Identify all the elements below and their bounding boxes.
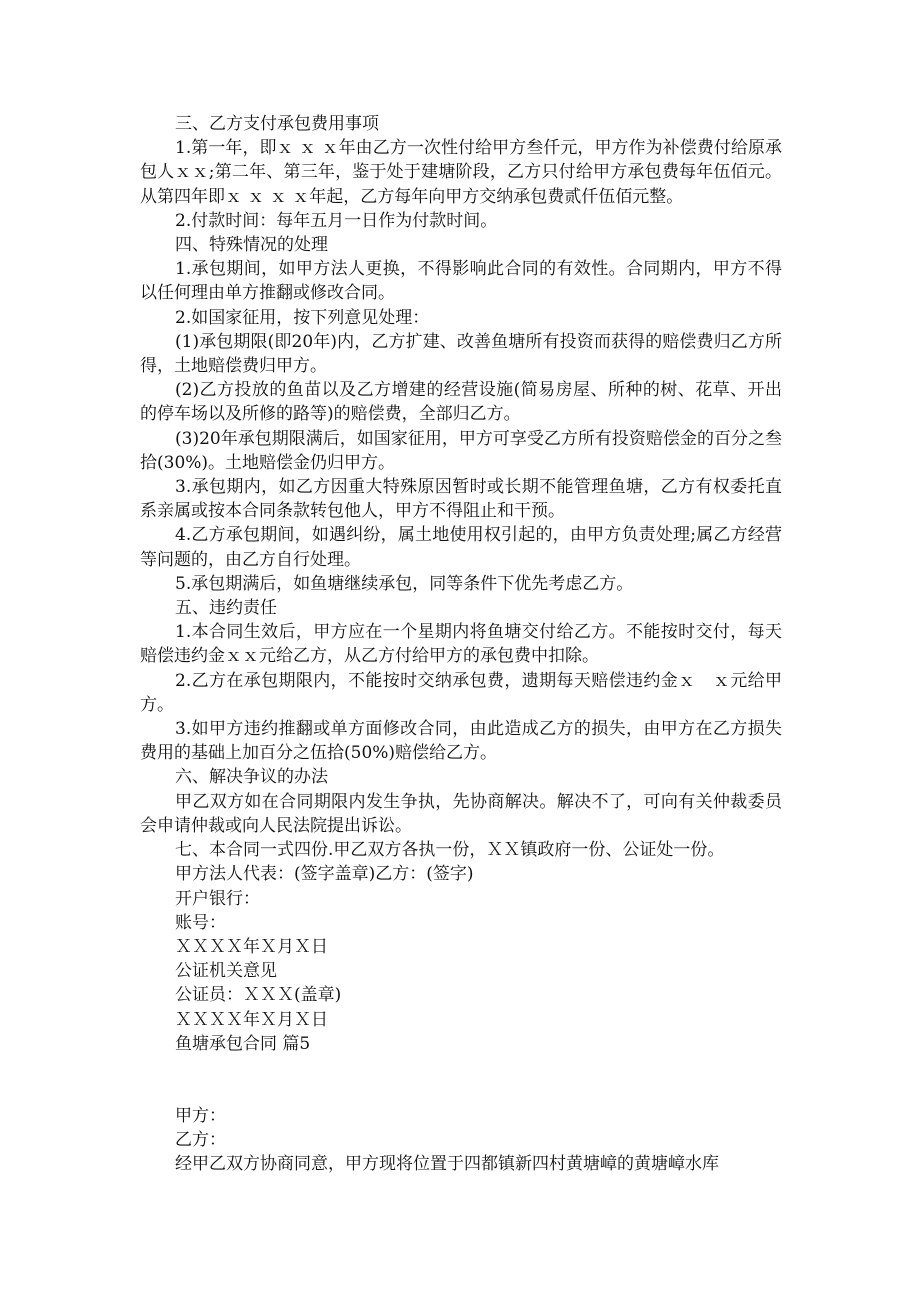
paragraph: 3.承包期内，如乙方因重大特殊原因暂时或长期不能管理鱼塘，乙方有权委托直系亲属或按本合同条款转包他人，甲方不得阻止和干预。 bbox=[140, 477, 782, 522]
paragraph: (3)20年承包期限满后，如国家征用，甲方可享受乙方所有投资赔偿金的百分之叁拾(30%)。土地赔偿金仍归甲方。 bbox=[140, 428, 782, 473]
paragraph: 2.乙方在承包期限内，不能按时交纳承包费，遗期每天赔偿违约金ｘ ｘ元给甲方。 bbox=[140, 670, 782, 715]
paragraph: 经甲乙双方协商同意，甲方现将位置于四都镇新四村黄塘嶂的黄塘嶂水库 bbox=[175, 1154, 719, 1175]
party-b-line: 乙方： bbox=[175, 1130, 226, 1151]
paragraph: 2.付款时间：每年五月一日作为付款时间。 bbox=[175, 210, 498, 231]
paragraph: 2.如国家征用，按下列意见处理： bbox=[175, 307, 430, 328]
section-heading-payment: 三、乙方支付承包费用事项 bbox=[175, 114, 379, 134]
paragraph: 七、本合同一式四份.甲乙双方各执一份，ＸＸ镇政府一份、公证处一份。 bbox=[175, 840, 725, 861]
notary-opinion-heading: 公证机关意见 bbox=[175, 961, 277, 982]
blank-gap bbox=[140, 1056, 782, 1104]
paragraph: 甲乙双方如在合同期限内发生争执，先协商解决。解决不了，可向有关仲裁委员会申请仲裁或向人民法院提出诉讼。 bbox=[140, 791, 782, 836]
paragraph: 3.如甲方违约推翻或单方面修改合同，由此造成乙方的损失，由甲方在乙方损失费用的基础上加百分之伍拾(50%)赔偿给乙方。 bbox=[140, 719, 782, 764]
section-heading-liability: 五、违约责任 bbox=[175, 598, 277, 619]
date-line: ＸＸＸＸ年Ｘ月Ｘ日 bbox=[175, 936, 328, 957]
date-line: ＸＸＸＸ年Ｘ月Ｘ日 bbox=[175, 1009, 328, 1030]
section-heading-disputes: 六、解决争议的办法 bbox=[175, 767, 328, 788]
account-line: 账号： bbox=[175, 912, 226, 933]
paragraph: 4.乙方承包期间，如遇纠纷，属土地使用权引起的，由甲方负责处理;属乙方经营等问题的，由乙方自行处理。 bbox=[140, 525, 782, 570]
signature-line: 甲方法人代表：(签字盖章)乙方：(签字) bbox=[175, 864, 474, 885]
contract-title: 鱼塘承包合同 篇5 bbox=[175, 1033, 311, 1054]
paragraph: 1.承包期间，如甲方法人更换，不得影响此合同的有效性。合同期内，甲方不得以任何理由单方推翻或修改合同。 bbox=[140, 259, 782, 304]
notary-line: 公证员：ＸＸＸ(盖章) bbox=[175, 985, 342, 1006]
paragraph: 1.本合同生效后，甲方应在一个星期内将鱼塘交付给乙方。不能按时交付，每天赔偿违约金ｘｘ元给乙方，从乙方付给甲方的承包费中扣除。 bbox=[140, 622, 782, 667]
paragraph: 1.第一年，即ｘ ｘ ｘ年由乙方一次性付给甲方叁仟元，甲方作为补偿费付给原承包人ｘｘ;第二年、第三年，鉴于处于建塘阶段，乙方只付给甲方承包费每年伍佰元。从第四年即ｘ ｘ ｘ ｘ年起，乙方每年向甲方交纳承包费贰仟伍佰元整。 bbox=[140, 138, 782, 207]
paragraph: (1)承包期限(即20年)内，乙方扩建、改善鱼塘所有投资而获得的赔偿费归乙方所得，土地赔偿费归甲方。 bbox=[140, 331, 782, 377]
paragraph: (2)乙方投放的鱼苗以及乙方增建的经营设施(简易房屋、所种的树、花草、开出的停车场以及所修的路等)的赔偿费，全部归乙方。 bbox=[140, 380, 782, 425]
paragraph: 5.承包期满后，如鱼塘继续承包，同等条件下优先考虑乙方。 bbox=[175, 573, 634, 594]
section-heading-special-cases: 四、特殊情况的处理 bbox=[175, 235, 328, 256]
bank-line: 开户银行： bbox=[175, 888, 260, 909]
document-body bbox=[140, 112, 782, 1177]
party-a-line: 甲方： bbox=[175, 1105, 226, 1126]
